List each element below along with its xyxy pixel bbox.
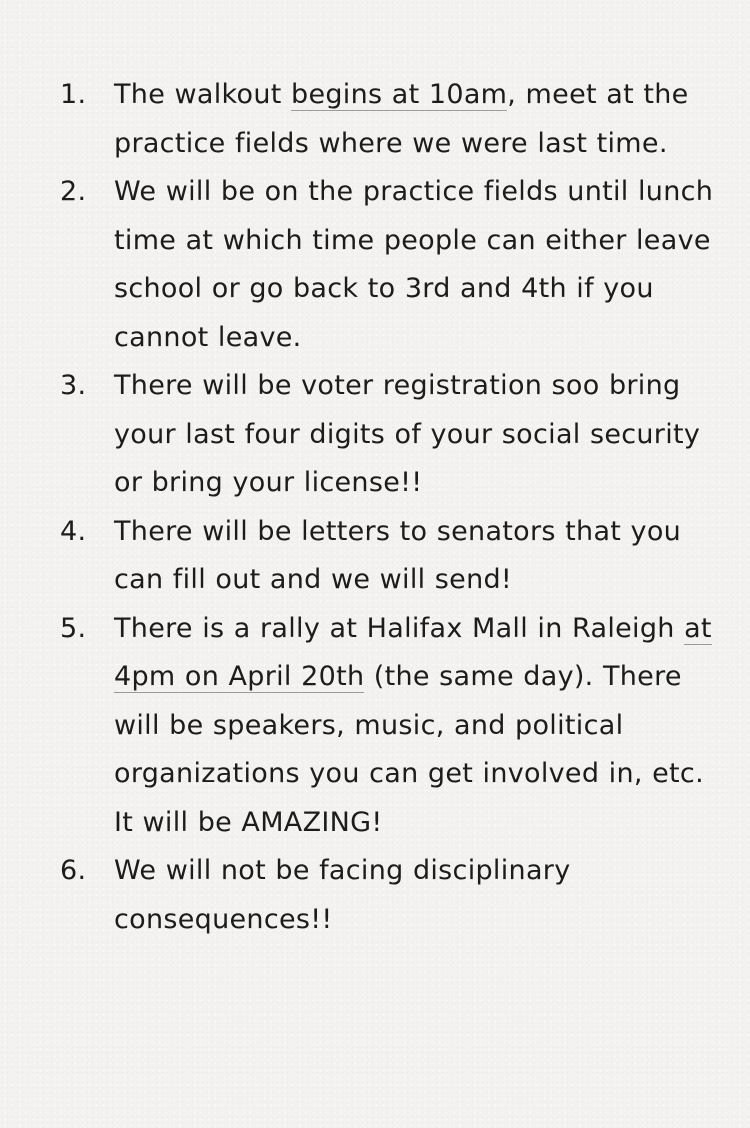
- text-segment: There is a rally at Halifax Mall in Raleigh: [114, 612, 685, 644]
- text-segment: (the same day). There will be speakers, music, and political organizations you can get involved in, etc. It will be AMAZING!: [114, 661, 704, 838]
- list-item: [60, 847, 720, 944]
- list-item: [60, 168, 720, 362]
- list-number: 3.: [60, 370, 87, 401]
- list-item-text: [114, 71, 720, 168]
- list-item: [60, 508, 720, 605]
- time-link[interactable]: begins at 10am: [291, 79, 508, 110]
- list-number: 5.: [60, 612, 87, 644]
- list-item: [60, 605, 720, 848]
- text-segment: The walkout: [114, 79, 292, 110]
- list-item-text: There will be letters to senators that you can fill out and we will send!: [114, 515, 682, 595]
- list-item-text: We will not be facing disciplinary consequences!!: [114, 855, 571, 935]
- list-item-text: There will be voter registration soo bring your last four digits of your social security or bring your license!!: [114, 370, 701, 498]
- list-item: [60, 362, 720, 508]
- list-item: [60, 71, 720, 168]
- list-number: 1.: [60, 79, 87, 110]
- list-item-text: [114, 605, 720, 848]
- list-number: 2.: [60, 176, 87, 207]
- list-item-text: We will be on the practice fields until lunch time at which time people can either leave school or go back to 3rd and 4th if you cannot leave.: [114, 176, 714, 353]
- date-time-link[interactable]: at 4pm on April 20th: [114, 612, 712, 692]
- list-number: 4.: [60, 515, 87, 547]
- list-number: 6.: [60, 855, 87, 886]
- text-segment: , meet at the practice fields where we were last time.: [114, 79, 689, 159]
- numbered-list: [60, 71, 720, 944]
